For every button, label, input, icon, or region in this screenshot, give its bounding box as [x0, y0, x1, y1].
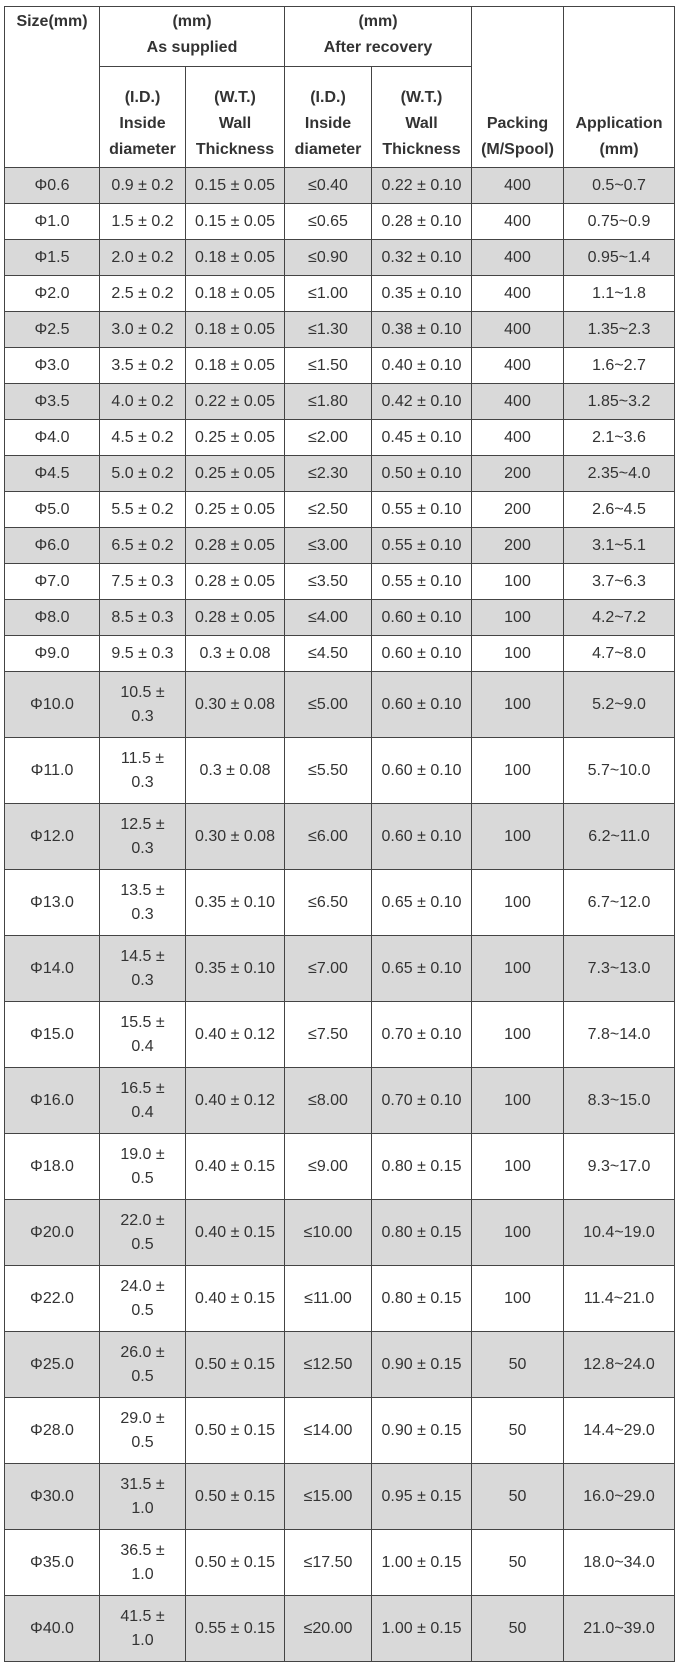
cell-recovery-id: ≤5.00 [285, 672, 372, 738]
table-row [5, 204, 675, 240]
cell-packing: 50 [472, 1398, 564, 1464]
cell-supplied-wt: 0.25 ± 0.05 [186, 492, 285, 528]
cell-recovery-wt: 0.80 ± 0.15 [372, 1200, 472, 1266]
cell-packing: 100 [472, 672, 564, 738]
table-row [5, 1068, 675, 1134]
cell-packing: 400 [472, 348, 564, 384]
cell-supplied-id: 7.5 ± 0.3 [100, 564, 186, 600]
cell-application: 0.95~1.4 [564, 240, 675, 276]
cell-recovery-id: ≤1.00 [285, 276, 372, 312]
cell-supplied-id: 22.0 ± 0.5 [100, 1200, 186, 1266]
table-row [5, 1134, 675, 1200]
cell-supplied-id: 29.0 ± 0.5 [100, 1398, 186, 1464]
cell-recovery-wt: 0.80 ± 0.15 [372, 1134, 472, 1200]
cell-packing: 400 [472, 420, 564, 456]
cell-size: Φ13.0 [5, 870, 100, 936]
cell-size: Φ11.0 [5, 738, 100, 804]
cell-application: 12.8~24.0 [564, 1332, 675, 1398]
cell-recovery-id: ≤14.00 [285, 1398, 372, 1464]
cell-recovery-wt: 0.95 ± 0.15 [372, 1464, 472, 1530]
cell-recovery-wt: 0.70 ± 0.10 [372, 1068, 472, 1134]
cell-supplied-id: 0.9 ± 0.2 [100, 168, 186, 204]
cell-packing: 100 [472, 1068, 564, 1134]
header-after-recovery: (mm) After recovery [285, 7, 472, 67]
cell-size: Φ25.0 [5, 1332, 100, 1398]
cell-size: Φ7.0 [5, 564, 100, 600]
cell-recovery-id: ≤0.90 [285, 240, 372, 276]
cell-size: Φ22.0 [5, 1266, 100, 1332]
cell-recovery-wt: 0.65 ± 0.10 [372, 870, 472, 936]
cell-supplied-wt: 0.40 ± 0.15 [186, 1266, 285, 1332]
cell-recovery-id: ≤2.30 [285, 456, 372, 492]
cell-supplied-wt: 0.18 ± 0.05 [186, 240, 285, 276]
cell-supplied-wt: 0.50 ± 0.15 [186, 1530, 285, 1596]
table-row [5, 738, 675, 804]
cell-supplied-id: 5.0 ± 0.2 [100, 456, 186, 492]
cell-recovery-wt: 0.60 ± 0.10 [372, 804, 472, 870]
cell-supplied-id: 26.0 ± 0.5 [100, 1332, 186, 1398]
cell-supplied-wt: 0.30 ± 0.08 [186, 804, 285, 870]
table-body [5, 168, 675, 1662]
table-row [5, 1596, 675, 1662]
cell-packing: 100 [472, 1134, 564, 1200]
cell-supplied-wt: 0.28 ± 0.05 [186, 564, 285, 600]
table-row [5, 936, 675, 1002]
cell-recovery-wt: 0.70 ± 0.10 [372, 1002, 472, 1068]
table-row [5, 312, 675, 348]
cell-supplied-id: 3.0 ± 0.2 [100, 312, 186, 348]
cell-supplied-id: 41.5 ± 1.0 [100, 1596, 186, 1662]
cell-recovery-id: ≤17.50 [285, 1530, 372, 1596]
cell-recovery-wt: 0.42 ± 0.10 [372, 384, 472, 420]
cell-supplied-id: 31.5 ± 1.0 [100, 1464, 186, 1530]
cell-packing: 50 [472, 1596, 564, 1662]
cell-supplied-wt: 0.15 ± 0.05 [186, 168, 285, 204]
cell-recovery-wt: 0.50 ± 0.10 [372, 456, 472, 492]
table-row [5, 1530, 675, 1596]
cell-recovery-wt: 0.32 ± 0.10 [372, 240, 472, 276]
cell-recovery-wt: 0.80 ± 0.15 [372, 1266, 472, 1332]
cell-supplied-wt: 0.22 ± 0.05 [186, 384, 285, 420]
cell-supplied-wt: 0.40 ± 0.15 [186, 1200, 285, 1266]
table-row [5, 672, 675, 738]
table-row [5, 168, 675, 204]
cell-recovery-wt: 0.40 ± 0.10 [372, 348, 472, 384]
cell-recovery-id: ≤0.65 [285, 204, 372, 240]
cell-supplied-wt: 0.3 ± 0.08 [186, 636, 285, 672]
cell-size: Φ5.0 [5, 492, 100, 528]
cell-application: 3.7~6.3 [564, 564, 675, 600]
cell-recovery-wt: 0.60 ± 0.10 [372, 600, 472, 636]
cell-recovery-id: ≤9.00 [285, 1134, 372, 1200]
cell-supplied-id: 5.5 ± 0.2 [100, 492, 186, 528]
cell-recovery-id: ≤3.50 [285, 564, 372, 600]
cell-application: 1.6~2.7 [564, 348, 675, 384]
cell-recovery-id: ≤4.50 [285, 636, 372, 672]
cell-size: Φ9.0 [5, 636, 100, 672]
cell-recovery-wt: 0.55 ± 0.10 [372, 528, 472, 564]
cell-size: Φ10.0 [5, 672, 100, 738]
cell-supplied-id: 8.5 ± 0.3 [100, 600, 186, 636]
cell-recovery-id: ≤6.00 [285, 804, 372, 870]
cell-packing: 100 [472, 738, 564, 804]
header-recovery-id: (I.D.) Inside diameter [285, 67, 372, 168]
cell-application: 6.2~11.0 [564, 804, 675, 870]
cell-packing: 100 [472, 804, 564, 870]
cell-recovery-wt: 0.28 ± 0.10 [372, 204, 472, 240]
cell-supplied-id: 4.5 ± 0.2 [100, 420, 186, 456]
cell-application: 2.1~3.6 [564, 420, 675, 456]
header-supplied-wt: (W.T.) Wall Thickness [186, 67, 285, 168]
cell-packing: 50 [472, 1464, 564, 1530]
cell-supplied-wt: 0.50 ± 0.15 [186, 1464, 285, 1530]
cell-packing: 400 [472, 204, 564, 240]
cell-packing: 400 [472, 312, 564, 348]
cell-size: Φ6.0 [5, 528, 100, 564]
cell-recovery-id: ≤7.00 [285, 936, 372, 1002]
cell-packing: 100 [472, 1266, 564, 1332]
cell-recovery-wt: 0.60 ± 0.10 [372, 636, 472, 672]
cell-packing: 50 [472, 1530, 564, 1596]
cell-packing: 200 [472, 456, 564, 492]
cell-recovery-id: ≤6.50 [285, 870, 372, 936]
cell-recovery-id: ≤20.00 [285, 1596, 372, 1662]
cell-packing: 100 [472, 936, 564, 1002]
cell-application: 18.0~34.0 [564, 1530, 675, 1596]
cell-application: 7.3~13.0 [564, 936, 675, 1002]
cell-packing: 100 [472, 1200, 564, 1266]
cell-packing: 200 [472, 492, 564, 528]
cell-application: 10.4~19.0 [564, 1200, 675, 1266]
cell-packing: 50 [472, 1332, 564, 1398]
table-row [5, 240, 675, 276]
cell-supplied-wt: 0.40 ± 0.15 [186, 1134, 285, 1200]
cell-recovery-wt: 0.55 ± 0.10 [372, 564, 472, 600]
cell-size: Φ20.0 [5, 1200, 100, 1266]
cell-recovery-id: ≤1.50 [285, 348, 372, 384]
cell-supplied-wt: 0.28 ± 0.05 [186, 528, 285, 564]
table-row [5, 564, 675, 600]
cell-supplied-wt: 0.18 ± 0.05 [186, 312, 285, 348]
cell-application: 6.7~12.0 [564, 870, 675, 936]
table-row [5, 870, 675, 936]
cell-application: 11.4~21.0 [564, 1266, 675, 1332]
cell-supplied-id: 14.5 ± 0.3 [100, 936, 186, 1002]
cell-size: Φ3.5 [5, 384, 100, 420]
cell-packing: 100 [472, 600, 564, 636]
cell-supplied-wt: 0.18 ± 0.05 [186, 276, 285, 312]
cell-recovery-wt: 0.35 ± 0.10 [372, 276, 472, 312]
spec-table-container [4, 6, 675, 1662]
cell-size: Φ35.0 [5, 1530, 100, 1596]
cell-packing: 400 [472, 276, 564, 312]
cell-supplied-wt: 0.3 ± 0.08 [186, 738, 285, 804]
cell-application: 21.0~39.0 [564, 1596, 675, 1662]
table-row [5, 492, 675, 528]
table-row [5, 804, 675, 870]
cell-packing: 100 [472, 636, 564, 672]
table-row [5, 384, 675, 420]
cell-packing: 400 [472, 384, 564, 420]
cell-application: 4.2~7.2 [564, 600, 675, 636]
cell-recovery-wt: 0.65 ± 0.10 [372, 936, 472, 1002]
cell-supplied-wt: 0.25 ± 0.05 [186, 456, 285, 492]
cell-supplied-id: 9.5 ± 0.3 [100, 636, 186, 672]
cell-recovery-id: ≤5.50 [285, 738, 372, 804]
cell-application: 2.35~4.0 [564, 456, 675, 492]
cell-supplied-wt: 0.40 ± 0.12 [186, 1068, 285, 1134]
spec-table [4, 6, 675, 1662]
cell-supplied-wt: 0.50 ± 0.15 [186, 1398, 285, 1464]
table-row [5, 276, 675, 312]
cell-supplied-wt: 0.35 ± 0.10 [186, 936, 285, 1002]
table-row [5, 348, 675, 384]
cell-size: Φ4.5 [5, 456, 100, 492]
cell-application: 16.0~29.0 [564, 1464, 675, 1530]
cell-supplied-id: 24.0 ± 0.5 [100, 1266, 186, 1332]
cell-recovery-id: ≤8.00 [285, 1068, 372, 1134]
cell-supplied-id: 16.5 ± 0.4 [100, 1068, 186, 1134]
cell-supplied-wt: 0.40 ± 0.12 [186, 1002, 285, 1068]
table-row [5, 1266, 675, 1332]
cell-supplied-wt: 0.15 ± 0.05 [186, 204, 285, 240]
cell-supplied-wt: 0.25 ± 0.05 [186, 420, 285, 456]
cell-recovery-id: ≤1.80 [285, 384, 372, 420]
cell-supplied-id: 2.0 ± 0.2 [100, 240, 186, 276]
table-row [5, 420, 675, 456]
cell-recovery-id: ≤2.00 [285, 420, 372, 456]
header-size: Size(mm) [5, 7, 100, 168]
cell-recovery-id: ≤0.40 [285, 168, 372, 204]
cell-packing: 100 [472, 870, 564, 936]
header-as-supplied: (mm) As supplied [100, 7, 285, 67]
cell-recovery-id: ≤3.00 [285, 528, 372, 564]
cell-size: Φ3.0 [5, 348, 100, 384]
table-row [5, 1464, 675, 1530]
cell-application: 0.75~0.9 [564, 204, 675, 240]
cell-supplied-id: 3.5 ± 0.2 [100, 348, 186, 384]
cell-recovery-wt: 0.60 ± 0.10 [372, 738, 472, 804]
cell-size: Φ4.0 [5, 420, 100, 456]
cell-supplied-id: 1.5 ± 0.2 [100, 204, 186, 240]
table-row [5, 636, 675, 672]
cell-recovery-wt: 0.55 ± 0.10 [372, 492, 472, 528]
cell-supplied-id: 10.5 ± 0.3 [100, 672, 186, 738]
cell-packing: 400 [472, 168, 564, 204]
cell-application: 1.1~1.8 [564, 276, 675, 312]
cell-recovery-wt: 0.38 ± 0.10 [372, 312, 472, 348]
cell-supplied-id: 15.5 ± 0.4 [100, 1002, 186, 1068]
cell-supplied-id: 6.5 ± 0.2 [100, 528, 186, 564]
cell-recovery-wt: 0.60 ± 0.10 [372, 672, 472, 738]
cell-application: 5.7~10.0 [564, 738, 675, 804]
cell-application: 2.6~4.5 [564, 492, 675, 528]
cell-application: 7.8~14.0 [564, 1002, 675, 1068]
header-row-group [5, 7, 675, 67]
cell-recovery-wt: 0.90 ± 0.15 [372, 1398, 472, 1464]
cell-supplied-wt: 0.18 ± 0.05 [186, 348, 285, 384]
cell-size: Φ40.0 [5, 1596, 100, 1662]
table-row [5, 528, 675, 564]
cell-packing: 200 [472, 528, 564, 564]
cell-size: Φ8.0 [5, 600, 100, 636]
cell-packing: 400 [472, 240, 564, 276]
cell-application: 5.2~9.0 [564, 672, 675, 738]
cell-application: 4.7~8.0 [564, 636, 675, 672]
cell-size: Φ1.0 [5, 204, 100, 240]
cell-packing: 100 [472, 1002, 564, 1068]
cell-recovery-id: ≤15.00 [285, 1464, 372, 1530]
cell-application: 0.5~0.7 [564, 168, 675, 204]
cell-size: Φ15.0 [5, 1002, 100, 1068]
table-row [5, 1200, 675, 1266]
cell-size: Φ1.5 [5, 240, 100, 276]
cell-supplied-wt: 0.35 ± 0.10 [186, 870, 285, 936]
cell-recovery-id: ≤7.50 [285, 1002, 372, 1068]
cell-supplied-id: 12.5 ± 0.3 [100, 804, 186, 870]
cell-supplied-id: 11.5 ± 0.3 [100, 738, 186, 804]
cell-recovery-wt: 1.00 ± 0.15 [372, 1530, 472, 1596]
cell-size: Φ18.0 [5, 1134, 100, 1200]
cell-recovery-id: ≤2.50 [285, 492, 372, 528]
cell-size: Φ0.6 [5, 168, 100, 204]
table-row [5, 1002, 675, 1068]
cell-size: Φ14.0 [5, 936, 100, 1002]
cell-supplied-wt: 0.28 ± 0.05 [186, 600, 285, 636]
cell-supplied-id: 2.5 ± 0.2 [100, 276, 186, 312]
cell-supplied-wt: 0.50 ± 0.15 [186, 1332, 285, 1398]
cell-supplied-id: 36.5 ± 1.0 [100, 1530, 186, 1596]
cell-supplied-wt: 0.55 ± 0.15 [186, 1596, 285, 1662]
cell-application: 1.35~2.3 [564, 312, 675, 348]
cell-application: 14.4~29.0 [564, 1398, 675, 1464]
cell-size: Φ2.0 [5, 276, 100, 312]
cell-recovery-wt: 1.00 ± 0.15 [372, 1596, 472, 1662]
cell-recovery-id: ≤12.50 [285, 1332, 372, 1398]
cell-recovery-wt: 0.45 ± 0.10 [372, 420, 472, 456]
cell-size: Φ2.5 [5, 312, 100, 348]
header-packing: Packing (M/Spool) [472, 7, 564, 168]
header-recovery-wt: (W.T.) Wall Thickness [372, 67, 472, 168]
header-application: Application (mm) [564, 7, 675, 168]
cell-size: Φ30.0 [5, 1464, 100, 1530]
cell-packing: 100 [472, 564, 564, 600]
cell-recovery-id: ≤1.30 [285, 312, 372, 348]
cell-application: 9.3~17.0 [564, 1134, 675, 1200]
cell-application: 8.3~15.0 [564, 1068, 675, 1134]
table-row [5, 600, 675, 636]
cell-supplied-id: 13.5 ± 0.3 [100, 870, 186, 936]
table-row [5, 456, 675, 492]
cell-supplied-id: 19.0 ± 0.5 [100, 1134, 186, 1200]
cell-recovery-wt: 0.22 ± 0.10 [372, 168, 472, 204]
cell-recovery-id: ≤11.00 [285, 1266, 372, 1332]
table-row [5, 1332, 675, 1398]
cell-application: 1.85~3.2 [564, 384, 675, 420]
cell-recovery-wt: 0.90 ± 0.15 [372, 1332, 472, 1398]
cell-supplied-wt: 0.30 ± 0.08 [186, 672, 285, 738]
cell-application: 3.1~5.1 [564, 528, 675, 564]
cell-size: Φ12.0 [5, 804, 100, 870]
cell-supplied-id: 4.0 ± 0.2 [100, 384, 186, 420]
table-row [5, 1398, 675, 1464]
cell-size: Φ28.0 [5, 1398, 100, 1464]
cell-size: Φ16.0 [5, 1068, 100, 1134]
header-supplied-id: (I.D.) Inside diameter [100, 67, 186, 168]
cell-recovery-id: ≤4.00 [285, 600, 372, 636]
cell-recovery-id: ≤10.00 [285, 1200, 372, 1266]
